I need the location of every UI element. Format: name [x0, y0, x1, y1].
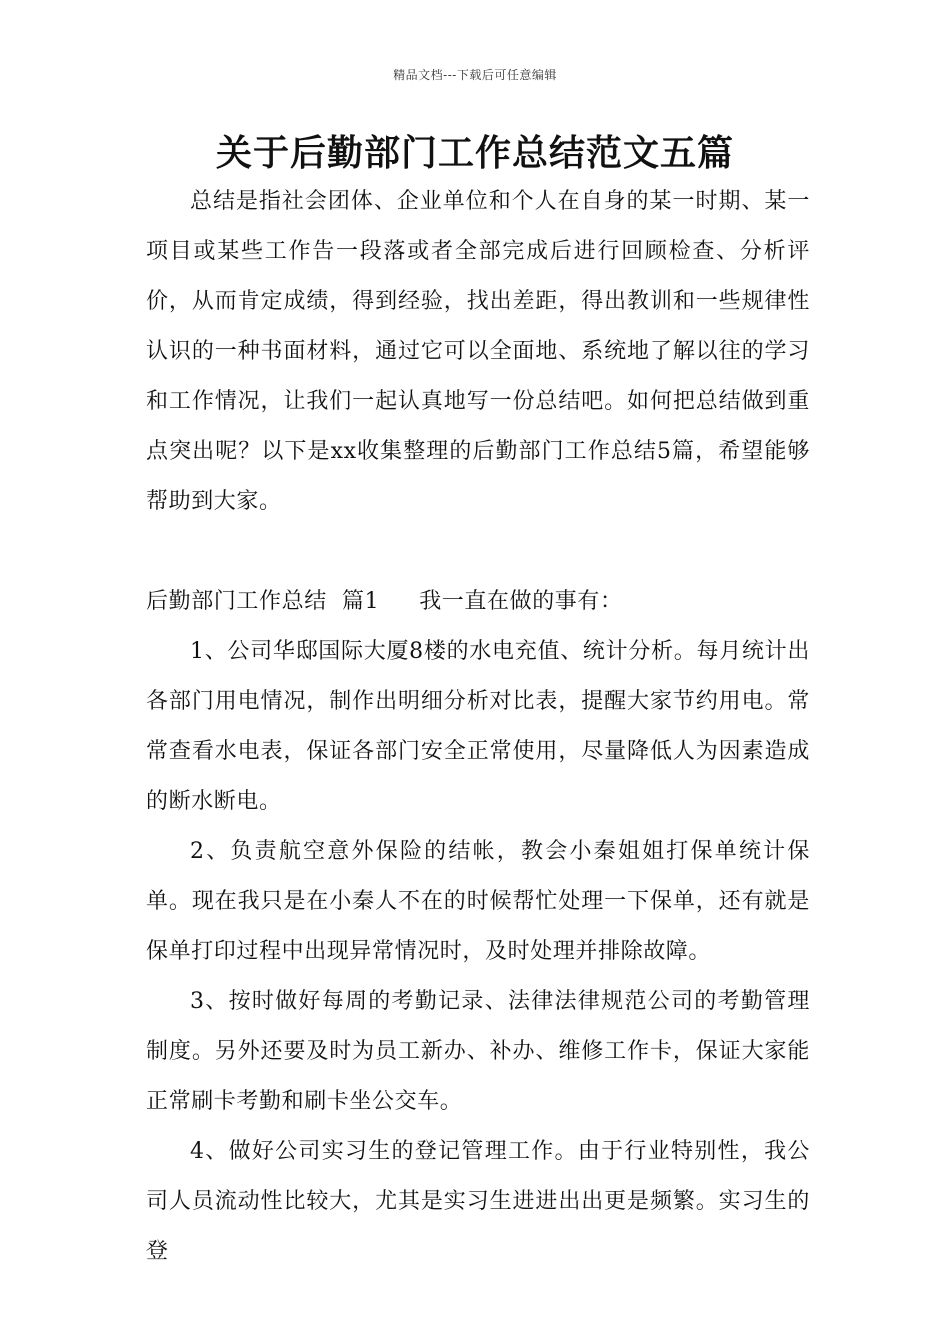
section-heading-row [146, 577, 810, 627]
list-item: 2、负责航空意外保险的结帐，教会小秦姐姐打保单统计保单。现在我只是在小秦人不在的时候帮忙处理一下保单，还有就是保单打印过程中出现异常情况时，及时处理并排除故障。 [146, 839, 810, 964]
list-item: 3、按时做好每周的考勤记录、法律法律规范公司的考勤管理制度。另外还要及时为员工新办、补办、维修工作卡，保证大家能正常刷卡考勤和刷卡坐公交车。 [146, 989, 810, 1114]
section-1 [146, 577, 810, 1277]
list-item: 1、公司华邸国际大厦8楼的水电充值、统计分析。每月统计出各部门用电情况，制作出明细分析对比表，提醒大家节约用电。常常查看水电表，保证各部门安全正常使用，尽量降低人为因素造成的断水断电。 [146, 639, 810, 814]
list-item: 4、做好公司实习生的登记管理工作。由于行业特别性，我公司人员流动性比较大，尤其是实习生进进出出更是频繁。实习生的登 [146, 1139, 810, 1264]
intro-paragraph: 总结是指社会团体、企业单位和个人在自身的某一时期、某一项目或某些工作告一段落或者全部完成后进行回顾检查、分析评价，从而肯定成绩，得到经验，找出差距，得出教训和一些规律性认识的一种书面材料，通过它可以全面地、系统地了解以往的学习和工作情况，让我们一起认真地写一份总结吧。如何把总结做到重点突出呢？以下是xx收集整理的后勤部门工作总结5篇，希望能够帮助到大家。 [146, 189, 810, 514]
section-lead: 我一直在做的事有： [419, 589, 623, 614]
document-title: 关于后勤部门工作总结范文五篇 [215, 133, 734, 174]
section-heading: 后勤部门工作总结 篇1 [146, 589, 380, 614]
header-note: 精品文档---下载后可任意编辑 [393, 68, 557, 82]
intro-block [146, 177, 810, 527]
